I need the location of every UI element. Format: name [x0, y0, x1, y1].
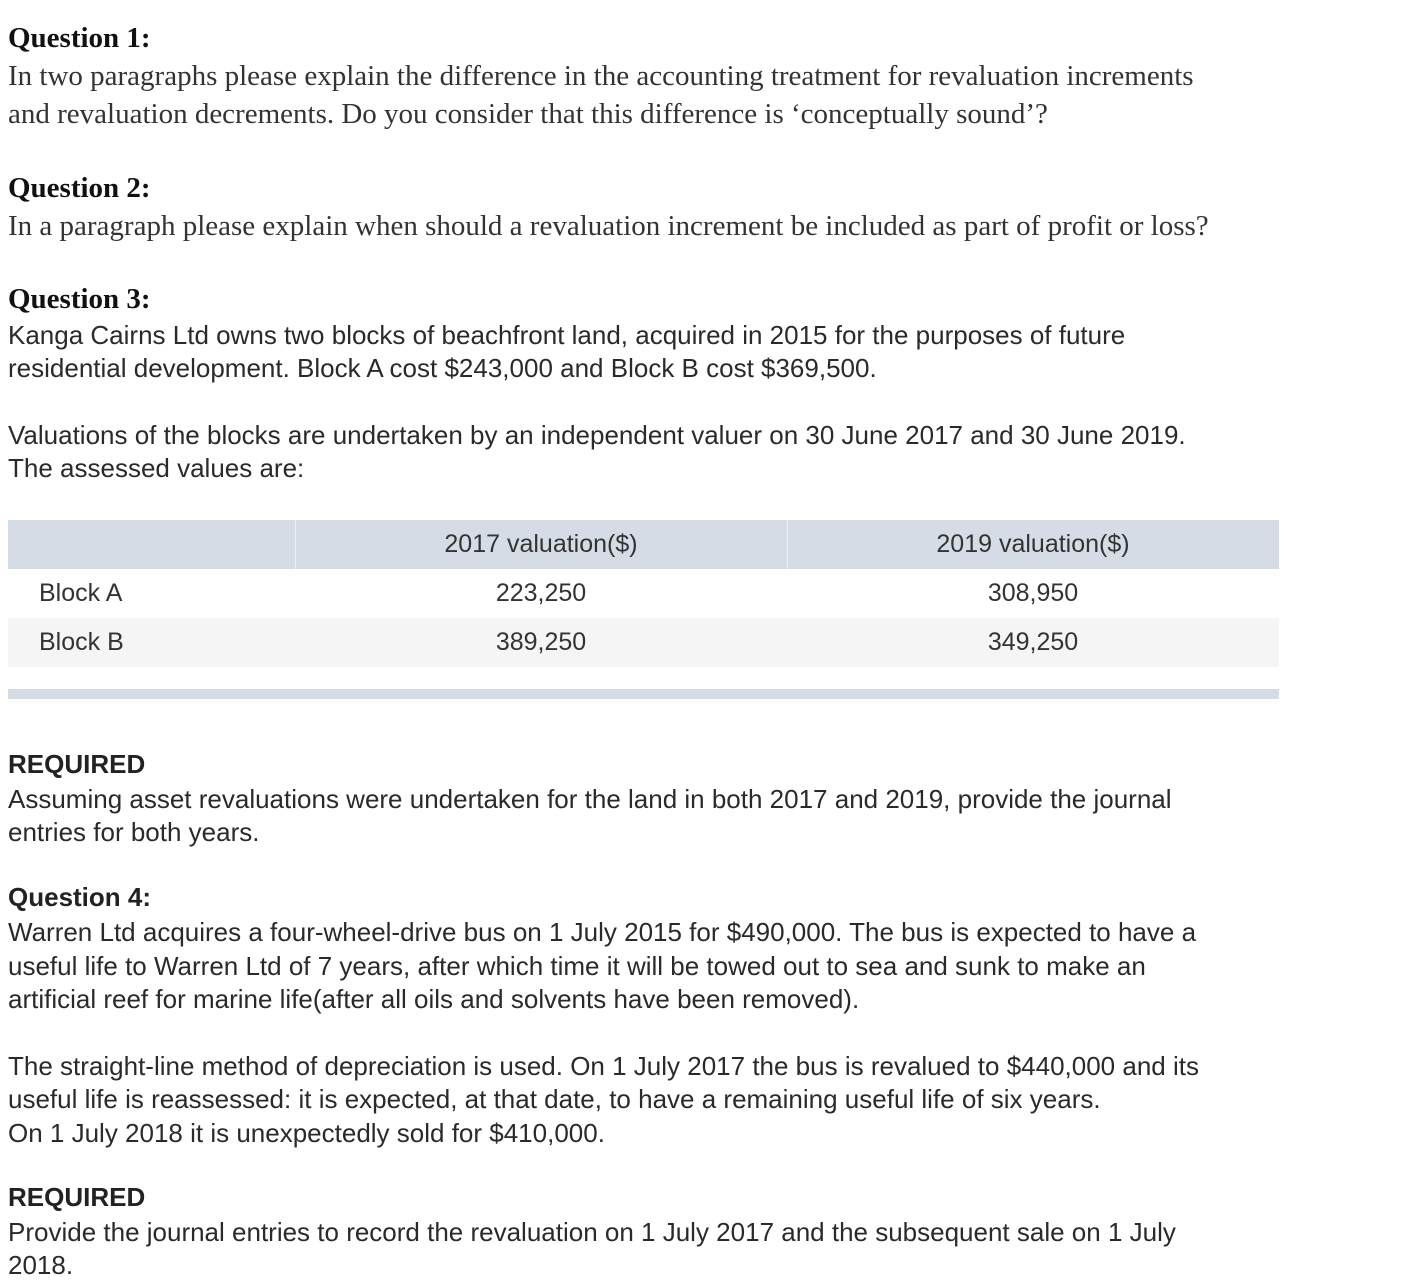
table-cell-2017-value: 223,250 [495, 579, 587, 607]
table-header-row [8, 520, 1279, 569]
question-4-required-line-2: 2018. [8, 1250, 74, 1280]
question-4-para-2-line-2: useful life is reassessed: it is expected, at that date, to have a remaining useful life of six years. [8, 1084, 1101, 1114]
question-4-para-1-line-3: artificial reef for marine life(after all oils and solvents have been removed). [8, 984, 860, 1014]
question-4-required-line-1: Provide the journal entries to record the revaluation on 1 July 2017 and the subsequent sale on 1 July [8, 1217, 1176, 1247]
valuation-table [8, 520, 1279, 667]
question-1-heading: Question 1: [8, 22, 151, 54]
table-cell-2017-value: 389,250 [495, 628, 587, 656]
question-4-para-2-line-1: The straight-line method of depreciation is used. On 1 July 2017 the bus is revalued to $440,000 and its [8, 1051, 1199, 1081]
question-3-required-line-1: Assuming asset revaluations were undertaken for the land in both 2017 and 2019, provide the journal [8, 784, 1172, 814]
question-3-para-2-line-1: Valuations of the blocks are undertaken by an independent valuer on 30 June 2017 and 30 June 2019. [8, 420, 1186, 450]
question-3-para-2-line-2: The assessed values are: [8, 453, 305, 483]
question-4-required-label: REQUIRED [8, 1182, 146, 1212]
question-3-heading: Question 3: [8, 283, 151, 315]
question-1-line-1: In two paragraphs please explain the difference in the accounting treatment for revaluation increments [8, 60, 1194, 92]
table-header-2019: 2019 valuation($) [936, 530, 1130, 558]
question-2-line-1: In a paragraph please explain when should a revaluation increment be included as part of profit or loss? [8, 210, 1209, 242]
table-cell-2019-value: 349,250 [987, 628, 1079, 656]
table-cell-block-name: Block B [39, 628, 124, 656]
table-row [8, 618, 1279, 667]
question-4-para-1-line-1: Warren Ltd acquires a four-wheel-drive bus on 1 July 2015 for $490,000. The bus is expected to have a [8, 917, 1197, 947]
question-3-required-line-2: entries for both years. [8, 817, 260, 847]
table-cell-2019-value: 308,950 [987, 579, 1079, 607]
question-4-para-1-line-2: useful life to Warren Ltd of 7 years, after which time it will be towed out to sea and sunk to make an [8, 951, 1146, 981]
question-4-heading: Question 4: [8, 882, 152, 912]
table-header-blank [8, 520, 295, 569]
question-2-heading: Question 2: [8, 172, 151, 204]
table-header-2017: 2017 valuation($) [444, 530, 638, 558]
table-cell-block-name: Block A [39, 579, 123, 607]
question-3-para-1-line-2: residential development. Block A cost $243,000 and Block B cost $369,500. [8, 353, 877, 383]
table-row [8, 569, 1279, 618]
question-1-line-2: and revaluation decrements. Do you consider that this difference is ‘conceptually sound’? [8, 98, 1048, 130]
table-footer-bar [8, 689, 1279, 699]
question-3-required-label: REQUIRED [8, 749, 146, 779]
question-4-para-2-line-3: On 1 July 2018 it is unexpectedly sold for $410,000. [8, 1118, 605, 1148]
question-3-para-1-line-1: Kanga Cairns Ltd owns two blocks of beachfront land, acquired in 2015 for the purposes of future [8, 320, 1126, 350]
